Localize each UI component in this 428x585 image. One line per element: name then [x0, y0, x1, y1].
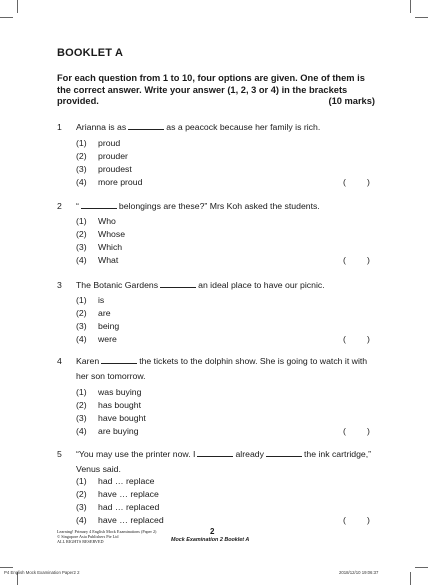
option-3-1	[76, 295, 104, 305]
option-number: (3)	[76, 164, 87, 174]
option-number: (1)	[76, 476, 87, 486]
stem-text: already	[235, 449, 264, 459]
stem-text: the ink cartridge,”	[303, 449, 372, 459]
option-text: was buying	[98, 387, 142, 397]
option-text: is	[98, 295, 105, 305]
option-number: (4)	[76, 426, 87, 436]
stem-text: Karen	[76, 356, 100, 366]
option-2-4	[76, 255, 118, 265]
option-text: prouder	[98, 151, 128, 161]
option-text: being	[98, 321, 120, 331]
stem-text-line2: her son tomorrow.	[76, 371, 146, 381]
question-stem	[76, 121, 376, 133]
crop-mark-bottom-left-h	[0, 567, 13, 568]
bracket-open: (	[343, 334, 346, 344]
question-number: 2	[57, 201, 62, 211]
answer-blank	[197, 449, 233, 457]
option-text: more proud	[98, 177, 143, 187]
crop-mark-bottom-right	[410, 572, 411, 585]
stem-text-line2: Venus said.	[76, 464, 121, 474]
stem-text: The Botanic Gardens	[76, 280, 159, 290]
stem-text: as a peacock because her family is rich.	[166, 122, 321, 132]
option-text: are	[98, 308, 111, 318]
crop-mark-top-left-h	[0, 17, 13, 18]
option-number: (4)	[76, 334, 87, 344]
total-marks: (10 marks)	[328, 96, 375, 107]
option-number: (2)	[76, 308, 87, 318]
option-text: proud	[98, 138, 121, 148]
answer-blank	[266, 449, 302, 457]
stem-text: “You may use the printer now. I	[76, 449, 196, 459]
answer-bracket-2[interactable]	[343, 255, 370, 265]
copyright-block	[57, 529, 156, 544]
option-1-4	[76, 177, 142, 187]
option-3-4	[76, 334, 117, 344]
option-4-1	[76, 387, 141, 397]
option-1-1	[76, 138, 120, 148]
bracket-open: (	[343, 515, 346, 525]
option-number: (2)	[76, 229, 87, 239]
crop-mark-top-right-h	[415, 17, 428, 18]
option-text: have … replaced	[98, 515, 164, 525]
option-number: (1)	[76, 387, 87, 397]
answer-bracket-3[interactable]	[343, 334, 370, 344]
page-number: 2	[210, 527, 215, 536]
option-number: (2)	[76, 489, 87, 499]
option-3-3	[76, 321, 119, 331]
option-5-1	[76, 476, 155, 486]
option-1-2	[76, 151, 128, 161]
option-number: (4)	[76, 255, 87, 265]
copyright-line: Learning! Primary 4 English Mock Examinations (Paper 2)	[57, 529, 157, 534]
answer-blank	[128, 122, 164, 130]
instructions	[57, 73, 375, 108]
option-4-3	[76, 413, 146, 423]
question-stem	[76, 448, 376, 475]
stem-text: an ideal place to have our picnic.	[198, 280, 325, 290]
option-text: have bought	[98, 413, 146, 423]
option-number: (4)	[76, 515, 87, 525]
question-number: 5	[57, 449, 62, 459]
booklet-title: BOOKLET A	[57, 47, 124, 59]
question-stem	[76, 355, 376, 382]
option-number: (3)	[76, 242, 87, 252]
question-stem	[76, 279, 376, 291]
option-number: (1)	[76, 295, 87, 305]
bracket-close: )	[367, 426, 370, 436]
option-number: (1)	[76, 138, 87, 148]
option-2-3	[76, 242, 122, 252]
answer-blank	[160, 280, 196, 288]
option-3-2	[76, 308, 111, 318]
option-number: (2)	[76, 400, 87, 410]
option-number: (3)	[76, 413, 87, 423]
stem-text: belongings are these?” Mrs Koh asked the students.	[118, 201, 320, 211]
answer-blank	[81, 201, 117, 209]
crop-mark-top-left	[17, 0, 18, 13]
option-number: (3)	[76, 502, 87, 512]
question-number: 3	[57, 280, 62, 290]
bracket-close: )	[367, 334, 370, 344]
option-2-1	[76, 216, 116, 226]
answer-blank	[101, 356, 137, 364]
bracket-open: (	[343, 426, 346, 436]
option-text: has bought	[98, 400, 141, 410]
option-text: had … replaced	[98, 502, 160, 512]
option-4-4	[76, 426, 139, 436]
bracket-close: )	[367, 515, 370, 525]
answer-bracket-5[interactable]	[343, 515, 370, 525]
option-text: are buying	[98, 426, 139, 436]
question-number: 4	[57, 356, 62, 366]
bracket-open: (	[343, 255, 346, 265]
option-text: have … replace	[98, 489, 159, 499]
bracket-close: )	[367, 177, 370, 187]
option-5-4	[76, 515, 164, 525]
option-number: (3)	[76, 321, 87, 331]
option-5-2	[76, 489, 159, 499]
answer-bracket-4[interactable]	[343, 426, 370, 436]
stem-text: “	[76, 201, 79, 211]
bracket-open: (	[343, 177, 346, 187]
option-text: proudest	[98, 164, 132, 174]
crop-mark-bottom-right-h	[415, 567, 428, 568]
bracket-close: )	[367, 255, 370, 265]
copyright-line: © Singapore Asia Publishers Pte Ltd	[57, 534, 119, 539]
option-text: Which	[98, 242, 123, 252]
option-text: Whose	[98, 229, 126, 239]
option-4-2	[76, 400, 141, 410]
print-slug-filename: P4 English Mock Examination Paper2 2	[4, 570, 80, 575]
option-text: were	[98, 334, 117, 344]
question-stem	[76, 200, 376, 212]
option-number: (1)	[76, 216, 87, 226]
stem-text: Arianna is as	[76, 122, 127, 132]
copyright-line: ALL RIGHTS RESERVED	[57, 539, 104, 544]
option-text: had … replace	[98, 476, 155, 486]
option-number: (4)	[76, 177, 87, 187]
option-text: What	[98, 255, 119, 265]
answer-bracket-1[interactable]	[343, 177, 370, 187]
question-number: 1	[57, 122, 62, 132]
option-5-3	[76, 502, 159, 512]
option-number: (2)	[76, 151, 87, 161]
print-slug-timestamp: 2018/12/10 19:06:37	[339, 570, 379, 575]
stem-text: the tickets to the dolphin show. She is going to watch it with	[139, 356, 368, 366]
instructions-text: For each question from 1 to 10, four options are given. One of them is the correct answer. Write your answer (1, 2, 3 or 4) in the brackets provided.	[57, 73, 365, 107]
crop-mark-top-right	[410, 0, 411, 13]
option-text: Who	[98, 216, 116, 226]
option-2-2	[76, 229, 125, 239]
option-1-3	[76, 164, 132, 174]
footer-section-label: Mock Examination 2 Booklet A	[171, 537, 250, 543]
